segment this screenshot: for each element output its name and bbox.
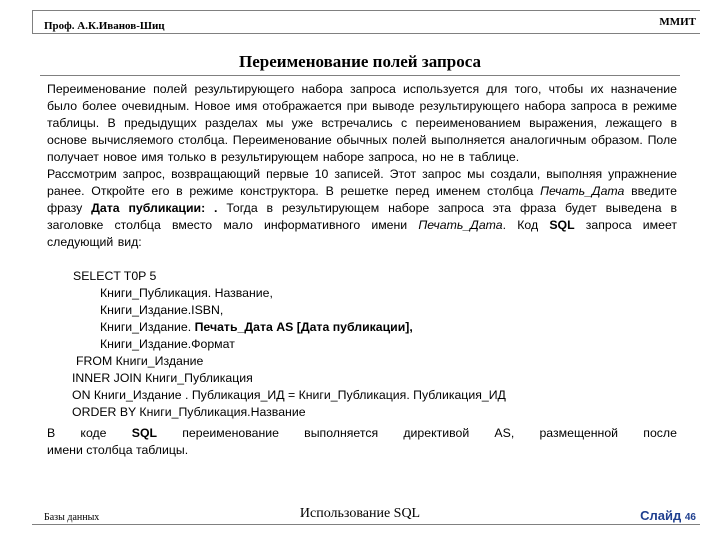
word: коде (80, 426, 107, 440)
sql-code-block (47, 268, 677, 421)
slide-body (47, 81, 677, 251)
slide-title: Переименование полей запроса (239, 52, 481, 71)
code-line: Книги_Издание.ISBN, (100, 303, 224, 317)
footer-topic: Использование SQL (299, 506, 421, 521)
code-line: INNER JOIN Книги_Публикация (72, 371, 253, 385)
paragraph-1: Переименование полей результирующего набора запроса используется для того, чтобы их назначение было более очевидным. Новое имя отображается при выводе результирующего набора запроса в режиме таблицы. В предыдущих разделах мы уже встречались с переименованием выражения, лежащего в основе вычисляемого столбца. Переименование обычных полей выполняется аналогичным образом. Поле получает новое имя только в результирующем наборе запроса, но не в таблице. (47, 82, 677, 164)
closing-paragraph (47, 425, 677, 459)
word: SQL (131, 426, 158, 440)
code-line: ON Книги_Издание . Публикация_ИД = Книги_Публикация. Публикация_ИД (72, 388, 506, 402)
word: В (47, 426, 56, 440)
slide-number-value: 46 (684, 512, 696, 523)
slide-label: Слайд (640, 508, 682, 523)
word: после (643, 426, 677, 440)
italic-run: Печать_Дата (540, 184, 625, 198)
word: директивой (403, 426, 470, 440)
italic-run: Печать_Дата (418, 218, 503, 232)
text-run: Рассмотрим запрос, возвращающий первые 10 записей. Этот запрос мы создали, выполняя упражнение ранее. Откройте его в режиме конструктора. В решетке перед именем столбца (47, 167, 677, 198)
text-run: . Код (502, 218, 550, 232)
organization-label: ММИТ (659, 16, 696, 28)
slide-number (640, 508, 696, 523)
code-line: ORDER BY Книги_Публикация.Название (72, 405, 306, 419)
title-divider (40, 75, 680, 76)
paragraph-2 (47, 166, 677, 251)
text-run: введите фразу (47, 184, 677, 215)
code-line: FROM Книги_Издание (76, 354, 204, 368)
code-line: Книги_Публикация. Название, (100, 286, 273, 300)
bold-run: Дата публикации: . (91, 201, 218, 215)
word: переименование (182, 426, 279, 440)
code-line: Книги_Издание.Формат (100, 337, 235, 351)
closing-line-2: имени столбца таблицы. (47, 443, 189, 457)
footer-course: Базы данных (44, 512, 100, 523)
word: размещенной (539, 426, 619, 440)
closing-line-1 (47, 425, 677, 442)
code-line (47, 319, 677, 336)
code-bold-run: Печать_Дата AS [Дата публикации], (194, 320, 413, 334)
code-run: Книги_Издание. (100, 320, 195, 334)
author-name: Проф. А.К.Иванов-Шиц (44, 20, 165, 32)
bold-run: SQL (549, 218, 575, 232)
header-tick (32, 10, 33, 34)
text-run: Тогда в результирующем наборе запроса эта фраза будет выведена в заголовке столбца вместо мало информативного имени (47, 201, 677, 232)
text-run: запроса имеет следующий вид: (47, 218, 678, 249)
code-line: SELECT T0P 5 (73, 269, 157, 283)
footer-rule (32, 524, 700, 525)
word: выполняется (304, 426, 379, 440)
word: AS, (494, 426, 515, 440)
